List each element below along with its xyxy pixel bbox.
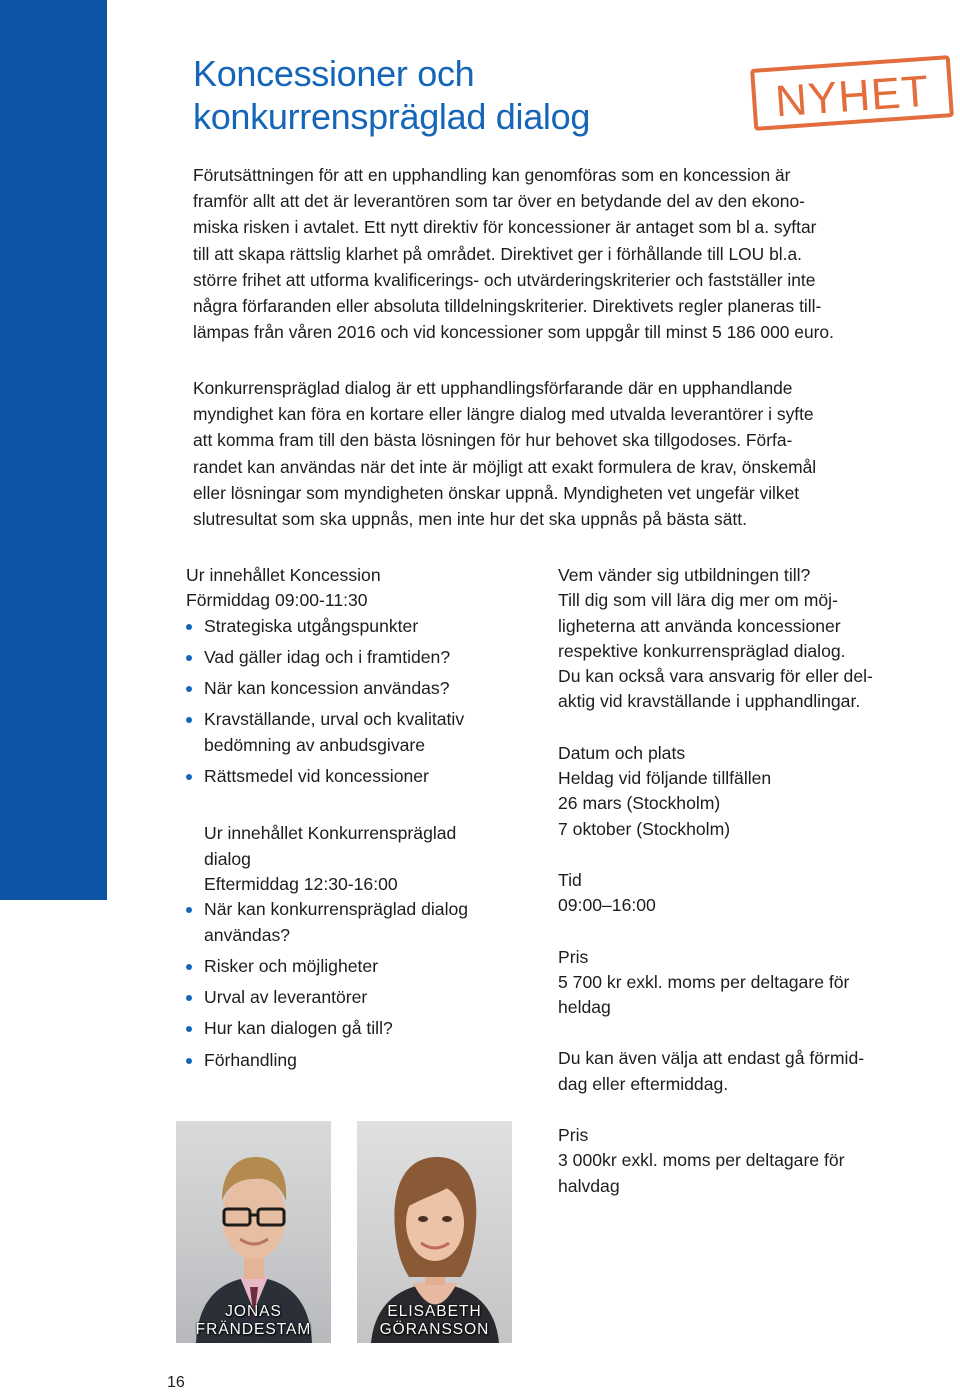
text-line: lämpas från våren 2016 och vid koncessioner som uppgår till minst 5 186 000 euro. <box>193 322 834 343</box>
text-line: aktig vid kravställande i upphandlingar. <box>558 691 861 712</box>
spacer <box>558 1020 873 1046</box>
intro-paragraph-koncession <box>193 162 913 345</box>
item-text: När kan koncession användas? <box>204 678 450 699</box>
text-line: halvdag <box>558 1175 620 1196</box>
text-line: heldag <box>558 997 611 1018</box>
item-text: Vad gäller idag och i framtiden? <box>204 646 451 667</box>
text-line: Du kan även välja att endast gå förmid- <box>558 1048 865 1069</box>
text-line: Heldag vid följande tillfällen <box>558 768 772 789</box>
time-value: 09:00–16:00 <box>558 895 656 916</box>
date-heading: Datum och plats <box>558 742 686 763</box>
spacer <box>558 919 873 945</box>
list-item <box>186 676 468 701</box>
text-line: 3 000kr exkl. moms per deltagare för <box>558 1150 845 1171</box>
text-line: eller lösningar som myndigheten önskar uppnå. Myndigheten vet ungefär vilket <box>193 482 800 503</box>
text-line: 5 700 kr exkl. moms per deltagare för <box>558 971 850 992</box>
spacer <box>558 1097 873 1123</box>
nyhet-stamp: NYHET <box>750 55 954 131</box>
title-line: Koncessioner och <box>193 53 475 94</box>
list-item <box>186 985 468 1010</box>
list-item <box>186 1048 468 1073</box>
text-line: några förfaranden eller absoluta tilldelningskriterier. Direktivets regler planeras till- <box>193 296 822 317</box>
text-line: större frihet att utforma kvalificerings- och utvärderingskriterier och fastställer inte <box>193 269 816 290</box>
item-text: Kravställande, urval och kvalitativ <box>204 709 465 730</box>
list-item <box>186 614 468 639</box>
koncession-time: Förmiddag 09:00-11:30 <box>186 590 368 611</box>
text-line: dag eller eftermiddag. <box>558 1073 729 1094</box>
speaker-name <box>176 1303 331 1339</box>
koncession-topics-list <box>186 614 468 790</box>
text-line: att komma fram till den bästa lösningen för hur behovet ska tillgodoses. Förfa- <box>193 430 793 451</box>
spacer <box>186 795 468 821</box>
text-line: respektive konkurrenspräglad dialog. <box>558 640 846 661</box>
text-line: miska risken i avtalet. Ett nytt direktiv för koncessioner är antaget som bl a. syftar <box>193 217 817 238</box>
audience-heading: Vem vänder sig utbildningen till? <box>558 565 811 585</box>
koncession-heading: Ur innehållet Koncession <box>186 565 381 585</box>
title-line: konkurrenspräglad dialog <box>193 96 591 137</box>
page-number: 16 <box>167 1374 185 1391</box>
list-item <box>186 1016 468 1041</box>
course-content-column <box>186 563 468 1079</box>
speaker-photo-elisabeth <box>357 1121 512 1343</box>
list-item <box>186 645 468 670</box>
spacer <box>558 842 873 868</box>
dialog-time: Eftermiddag 12:30-16:00 <box>204 873 398 894</box>
item-text: Hur kan dialogen gå till? <box>204 1018 393 1039</box>
speaker-photo-jonas <box>176 1121 331 1343</box>
list-item <box>186 954 468 979</box>
dialog-topics-list <box>186 897 468 1073</box>
dialog-heading: dialog <box>204 848 251 869</box>
text-line: ligheterna att använda koncessioner <box>558 615 841 636</box>
item-text: Urval av leverantörer <box>204 987 368 1008</box>
intro-paragraph-dialog <box>193 375 913 532</box>
item-text: Rättsmedel vid koncessioner <box>204 766 429 787</box>
text-line: Till dig som vill lära dig mer om möj- <box>558 590 838 611</box>
price-half-heading: Pris <box>558 1125 589 1146</box>
item-text: bedömning av anbudsgivare <box>204 734 426 755</box>
text-line: 26 mars (Stockholm) <box>558 793 721 814</box>
spacer <box>558 715 873 741</box>
text-line: randet kan användas när det inte är möjligt att exakt formulera de krav, önskemål <box>193 456 817 477</box>
item-text: Förhandling <box>204 1049 297 1070</box>
speaker-last-name: GÖRANSSON <box>379 1321 490 1338</box>
text-line: framför allt att det är leverantören som tar över en betydande del av den ekono- <box>193 191 805 212</box>
dialog-heading: Ur innehållet Konkurrenspräglad <box>204 823 457 844</box>
speaker-first-name: JONAS <box>225 1303 282 1320</box>
item-text: användas? <box>204 924 291 945</box>
speaker-first-name: ELISABETH <box>387 1303 482 1320</box>
list-item <box>186 897 468 948</box>
item-text: När kan konkurrenspräglad dialog <box>204 899 469 920</box>
page-title <box>193 52 590 138</box>
text-line: Konkurrenspräglad dialog är ett upphandlingsförfarande där en upphandlande <box>193 378 793 398</box>
text-line: myndighet kan föra en kortare eller längre dialog med utvalda leverantörer i syfte <box>193 404 814 425</box>
item-text: Risker och möjligheter <box>204 955 379 976</box>
text-line: 7 oktober (Stockholm) <box>558 818 731 839</box>
text-line: Du kan också vara ansvarig för eller del- <box>558 666 873 687</box>
list-item <box>186 764 468 789</box>
item-text: Strategiska utgångspunkter <box>204 615 419 636</box>
course-info-column <box>558 563 873 1199</box>
time-heading: Tid <box>558 869 582 890</box>
list-item <box>186 707 468 758</box>
text-line: slutresultat som ska uppnås, men inte hur det ska uppnås på bästa sätt. <box>193 509 747 530</box>
side-color-band <box>0 0 107 900</box>
speaker-name <box>357 1303 512 1339</box>
text-line: Förutsättningen för att en upphandling kan genomföras som en koncession är <box>193 165 791 185</box>
speaker-last-name: FRÄNDESTAM <box>195 1321 312 1338</box>
dialog-section <box>186 821 468 897</box>
text-line: till att skapa rättslig klarhet på området. Direktivet ger i förhållande till LOU bl.a. <box>193 243 802 264</box>
price-heading: Pris <box>558 946 589 967</box>
